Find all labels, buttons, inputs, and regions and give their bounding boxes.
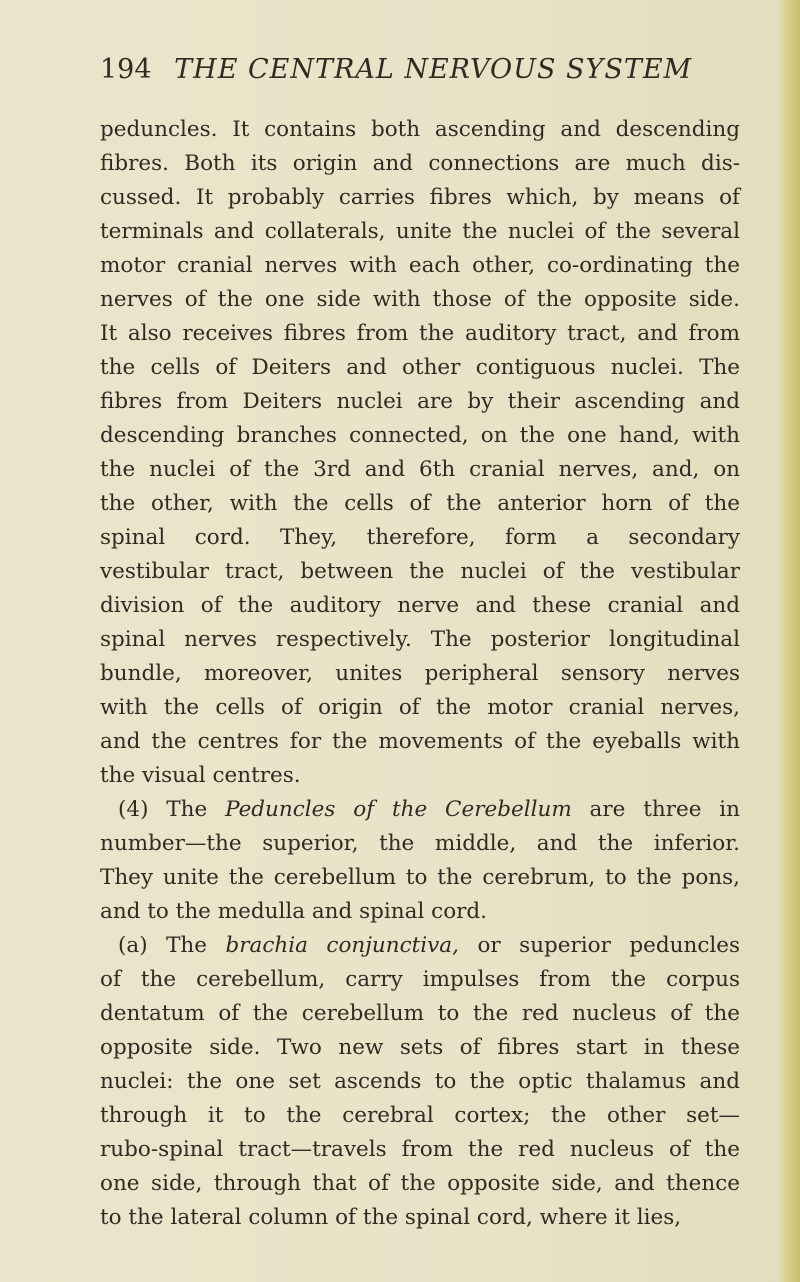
text-span: or superior peduncles — [458, 933, 740, 958]
text-line: rubo-spinal tract—travels from the red nucleus of the — [100, 1137, 740, 1162]
text-line: the visual centres. — [100, 763, 301, 788]
text-line: fibres. Both its origin and connections are much dis- — [100, 151, 740, 176]
text-span: (a) The — [118, 933, 226, 958]
text-line: the other, with the cells of the anterior horn of the — [100, 491, 740, 516]
text-line: to the lateral column of the spinal cord, where it lies, — [100, 1205, 682, 1230]
body-text — [100, 113, 740, 1235]
text-span: are three in — [571, 797, 740, 822]
text-line: fibres from Deiters nuclei are by their ascending and — [100, 389, 740, 414]
section-title-peduncles: Peduncles of the Cerebellum — [225, 797, 572, 822]
text-line: number—the superior, the middle, and the inferior. — [100, 831, 740, 856]
text-line: one side, through that of the opposite side, and thence — [100, 1171, 740, 1196]
text-line: bundle, moreover, unites peripheral sensory nerves — [100, 661, 740, 686]
text-line: and to the medulla and spinal cord. — [100, 899, 488, 924]
text-line: descending branches connected, on the one hand, with — [100, 423, 740, 448]
text-line: the nuclei of the 3rd and 6th cranial nerves, and, on — [100, 457, 740, 482]
page-edge — [778, 0, 800, 1282]
page-header — [100, 50, 740, 90]
text-line: of the cerebellum, carry impulses from the corpus — [100, 967, 740, 992]
text-line: terminals and collaterals, unite the nuclei of the several — [100, 219, 740, 244]
text-line: through it to the cerebral cortex; the other set— — [100, 1103, 740, 1128]
text-line: vestibular tract, between the nuclei of the vestibular — [100, 559, 740, 584]
text-line: spinal cord. They, therefore, form a secondary — [100, 525, 740, 550]
text-line: division of the auditory nerve and these cranial and — [100, 593, 740, 618]
text-line: nuclei: the one set ascends to the optic thalamus and — [100, 1069, 740, 1094]
text-line: They unite the cerebellum to the cerebrum, to the pons, — [100, 865, 740, 890]
paragraph-a-first-line — [100, 929, 740, 963]
paragraph-4-first-line — [100, 793, 740, 827]
text-line: dentatum of the cerebellum to the red nucleus of the — [100, 1001, 740, 1026]
text-line: with the cells of origin of the motor cranial nerves, — [100, 695, 740, 720]
text-line: the cells of Deiters and other contiguous nuclei. The — [100, 355, 740, 380]
text-line: peduncles. It contains both ascending and descending — [100, 117, 740, 142]
text-line: spinal nerves respectively. The posterior longitudinal — [100, 627, 740, 652]
term-brachia-conjunctiva: brachia conjunctiva, — [225, 933, 459, 958]
text-span: (4) The — [118, 797, 226, 822]
page-number: 194 — [100, 54, 152, 85]
text-line: It also receives fibres from the auditory tract, and from — [100, 321, 740, 346]
text-line: motor cranial nerves with each other, co-ordinating the — [100, 253, 740, 278]
text-line: cussed. It probably carries fibres which, by means of — [100, 185, 740, 210]
text-line: and the centres for the movements of the eyeballs with — [100, 729, 740, 754]
text-line: opposite side. Two new sets of fibres start in these — [100, 1035, 740, 1060]
text-line: nerves of the one side with those of the opposite side. — [100, 287, 740, 312]
running-title: THE CENTRAL NERVOUS SYSTEM — [174, 54, 693, 85]
